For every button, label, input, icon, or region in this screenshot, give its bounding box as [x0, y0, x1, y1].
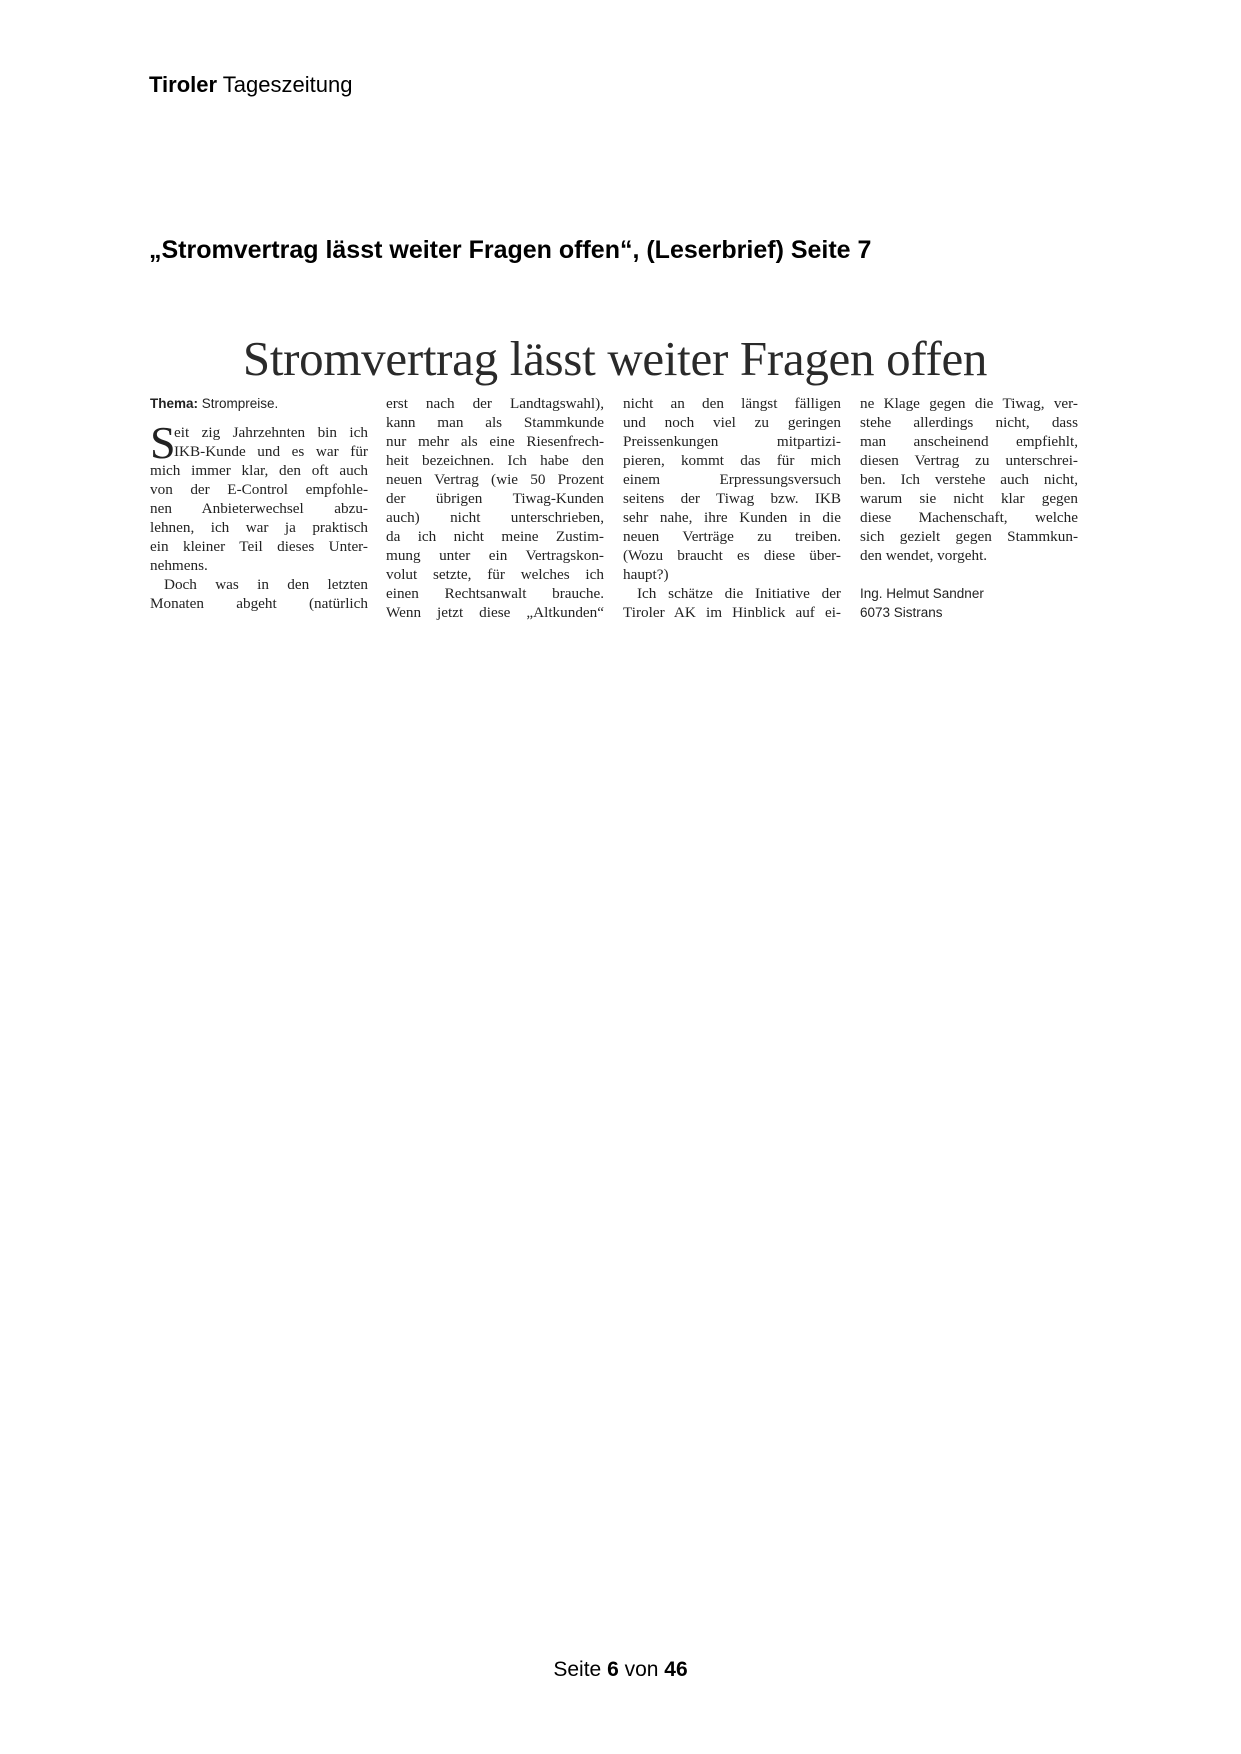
- text-line: einem Erpressungsversuch: [623, 471, 841, 488]
- text-line: von der E-Control empfohle-: [150, 481, 368, 498]
- text-line: erst nach der Landtagswahl),: [386, 395, 604, 412]
- newspaper-clipping: [150, 318, 1080, 636]
- publication-name-bold: Tiroler: [149, 72, 218, 97]
- text-line: einen Rechtsanwalt brauche.: [386, 585, 604, 602]
- publication-name: [149, 72, 352, 98]
- page-prefix: Seite: [553, 1658, 602, 1681]
- text-line: auch) nicht unterschrieben,: [386, 509, 604, 526]
- text-line: pieren, kommt das für mich: [623, 452, 841, 469]
- text-line: nehmens.: [150, 557, 208, 574]
- page-number: [0, 1658, 1241, 1682]
- text-line: volut setzte, für welches ich: [386, 566, 604, 583]
- text-line: Monaten abgeht (natürlich: [150, 595, 368, 612]
- text-line: nur mehr als eine Riesenfrech-: [386, 433, 604, 450]
- text-line: nen Anbieterwechsel abzu-: [150, 500, 368, 517]
- text-line: und noch viel zu geringen: [623, 414, 841, 431]
- text-line: Tiroler AK im Hinblick auf ei-: [623, 604, 841, 621]
- current-page: 6: [607, 1658, 619, 1681]
- text-line: haupt?): [623, 566, 669, 583]
- text-line: ben. Ich verstehe auch nicht,: [860, 471, 1078, 488]
- article-column-4: [860, 394, 1078, 622]
- text-line: stehe allerdings nicht, dass: [860, 414, 1078, 431]
- text-line: IKB-Kunde und es war für: [174, 443, 368, 460]
- spacer: [860, 565, 1078, 584]
- page-separator: von: [624, 1658, 659, 1681]
- text-line: ne Klage gegen die Tiwag, ver-: [860, 395, 1078, 412]
- topic-value: Strompreise.: [201, 396, 279, 411]
- text-line: mich immer klar, den oft auch: [150, 462, 368, 479]
- article-column-1: [150, 394, 368, 613]
- text-line: da ich nicht meine Zustim-: [386, 528, 604, 545]
- total-pages: 46: [664, 1658, 688, 1681]
- text-line: Doch was in den letzten: [164, 576, 368, 593]
- text-line: Preissenkungen mitpartizi-: [623, 433, 841, 450]
- drop-cap-paragraph: [150, 417, 368, 468]
- author-name: Ing. Helmut Sandner: [860, 586, 984, 601]
- text-line: neuen Vertrag (wie 50 Prozent: [386, 471, 604, 488]
- publication-name-regular: Tageszeitung: [222, 72, 353, 97]
- article-column-3: [623, 394, 841, 622]
- text-line: lehnen, ich war ja praktisch: [150, 519, 368, 536]
- text-line: (Wozu braucht es diese über-: [623, 547, 841, 564]
- text-line: den wendet, vorgeht.: [860, 547, 988, 564]
- text-line: nicht an den längst fälligen: [623, 395, 841, 412]
- drop-cap: S: [150, 417, 176, 468]
- text-line: neuen Verträge zu treiben.: [623, 528, 841, 545]
- text-line: eit zig Jahrzehnten bin ich: [174, 424, 368, 441]
- author-location: 6073 Sistrans: [860, 605, 943, 620]
- text-line: heit bezeichnen. Ich habe den: [386, 452, 604, 469]
- text-line: sich gezielt gegen Stammkun-: [860, 528, 1078, 545]
- article-headline: „Stromvertrag lässt weiter Fragen offen“, (Leserbrief) Seite 7: [149, 236, 872, 264]
- text-line: ein kleiner Teil dieses Unter-: [150, 538, 368, 555]
- clipping-title: Stromvertrag lässt weiter Fragen offen: [242, 331, 988, 386]
- topic-line: [150, 394, 368, 413]
- text-line: kann man als Stammkunde: [386, 414, 604, 431]
- text-line: warum sie nicht klar gegen: [860, 490, 1078, 507]
- text-line: man anscheinend empfiehlt,: [860, 433, 1078, 450]
- topic-label: Thema:: [150, 396, 199, 411]
- text-line: mung unter ein Vertragskon-: [386, 547, 604, 564]
- spacer: [150, 413, 368, 423]
- text-line: sehr nahe, ihre Kunden in die: [623, 509, 841, 526]
- text-line: seitens der Tiwag bzw. IKB: [623, 490, 841, 507]
- article-column-2: [386, 394, 604, 622]
- text-line: Wenn jetzt diese „Altkunden“: [386, 604, 604, 621]
- text-line: Ich schätze die Initiative der: [637, 585, 841, 602]
- text-line: diesen Vertrag zu unterschrei-: [860, 452, 1078, 469]
- text-line: diese Machenschaft, welche: [860, 509, 1078, 526]
- text-line: der übrigen Tiwag-Kunden: [386, 490, 604, 507]
